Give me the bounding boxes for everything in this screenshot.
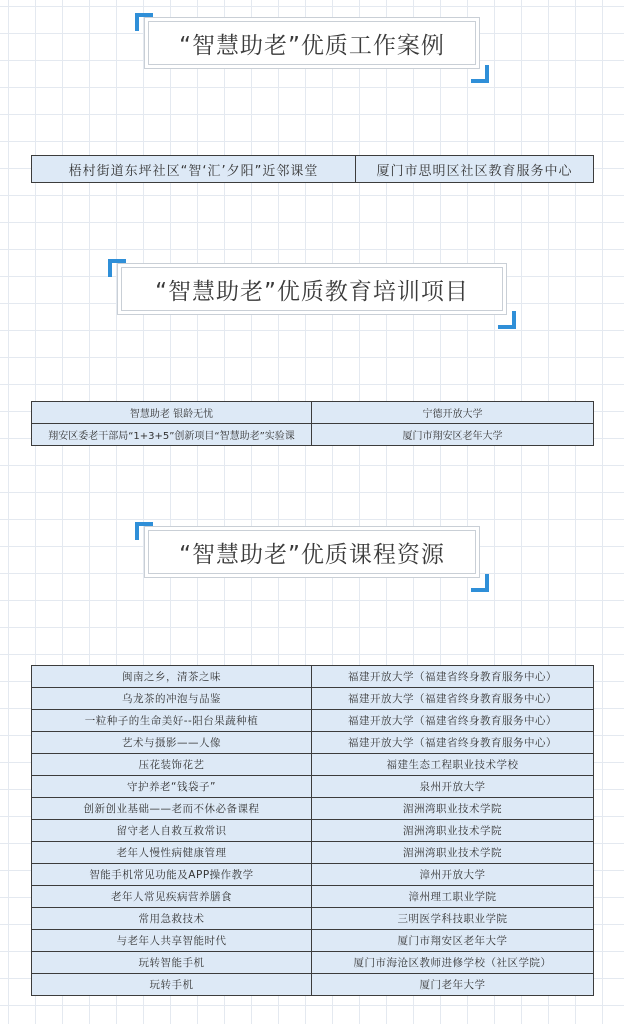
section1-table [31,155,594,183]
course-name: 艺术与摄影——人像 [32,732,312,754]
project-name: 智慧助老 银龄无忧 [32,402,312,424]
course-name: 与老年人共享智能时代 [32,930,312,952]
corner-bracket-icon [471,574,489,592]
course-org: 福建生态工程职业技术学校 [312,754,594,776]
table-row [32,842,594,864]
section1-heading [0,13,624,83]
table-row [32,402,594,424]
table-row [32,930,594,952]
corner-bracket-icon [135,13,153,31]
course-org: 福建开放大学（福建省终身教育服务中心） [312,732,594,754]
course-org: 湄洲湾职业技术学院 [312,798,594,820]
course-org: 三明医学科技职业学院 [312,908,594,930]
course-org: 湄洲湾职业技术学院 [312,842,594,864]
table-row [32,156,594,183]
course-org: 漳州开放大学 [312,864,594,886]
table-row [32,710,594,732]
table-row [32,798,594,820]
table-row [32,688,594,710]
course-org: 漳州理工职业学院 [312,886,594,908]
table-row [32,952,594,974]
section3-title: “智慧助老”优质课程资源 [144,526,480,578]
course-org: 福建开放大学（福建省终身教育服务中心） [312,710,594,732]
course-name: 压花装饰花艺 [32,754,312,776]
course-org: 厦门市海沧区教师进修学校（社区学院） [312,952,594,974]
project-org: 厦门市翔安区老年大学 [312,424,594,446]
course-org: 泉州开放大学 [312,776,594,798]
table-row [32,908,594,930]
course-name: 常用急救技术 [32,908,312,930]
project-org: 宁德开放大学 [312,402,594,424]
course-name: 闽南之乡，清茶之味 [32,666,312,688]
project-name: 翔安区委老干部局“1+3+5”创新项目“智慧助老”实验课 [32,424,312,446]
course-name: 老年人慢性病健康管理 [32,842,312,864]
section1-title-frame [135,13,489,83]
section2-title-frame [108,259,516,329]
course-name: 玩转手机 [32,974,312,996]
corner-bracket-icon [498,311,516,329]
table-row [32,776,594,798]
course-name: 留守老人自救互救常识 [32,820,312,842]
course-org: 湄洲湾职业技术学院 [312,820,594,842]
course-org: 福建开放大学（福建省终身教育服务中心） [312,666,594,688]
table-row [32,864,594,886]
section3-table [31,665,594,996]
section3-title-frame [135,522,489,592]
course-org: 厦门老年大学 [312,974,594,996]
course-name: 创新创业基础——老而不休必备课程 [32,798,312,820]
course-name: 一粒种子的生命美好--阳台果蔬种植 [32,710,312,732]
section2-title: “智慧助老”优质教育培训项目 [117,263,507,315]
section2-heading [0,259,624,329]
course-org: 福建开放大学（福建省终身教育服务中心） [312,688,594,710]
case-org: 厦门市思明区社区教育服务中心 [356,156,594,183]
course-name: 智能手机常见功能及APP操作教学 [32,864,312,886]
table-row [32,732,594,754]
course-name: 乌龙茶的冲泡与品鉴 [32,688,312,710]
corner-bracket-icon [135,522,153,540]
course-name: 玩转智能手机 [32,952,312,974]
table-row [32,820,594,842]
table-row [32,666,594,688]
section1-title: “智慧助老”优质工作案例 [144,17,480,69]
course-name: 守护养老“钱袋子” [32,776,312,798]
table-row [32,754,594,776]
case-name: 梧村街道东坪社区“智‘汇’夕阳”近邻课堂 [32,156,356,183]
section3-heading [0,522,624,592]
table-row [32,424,594,446]
corner-bracket-icon [471,65,489,83]
section2-table [31,401,594,446]
table-row [32,974,594,996]
corner-bracket-icon [108,259,126,277]
course-org: 厦门市翔安区老年大学 [312,930,594,952]
table-row [32,886,594,908]
course-name: 老年人常见疾病营养膳食 [32,886,312,908]
